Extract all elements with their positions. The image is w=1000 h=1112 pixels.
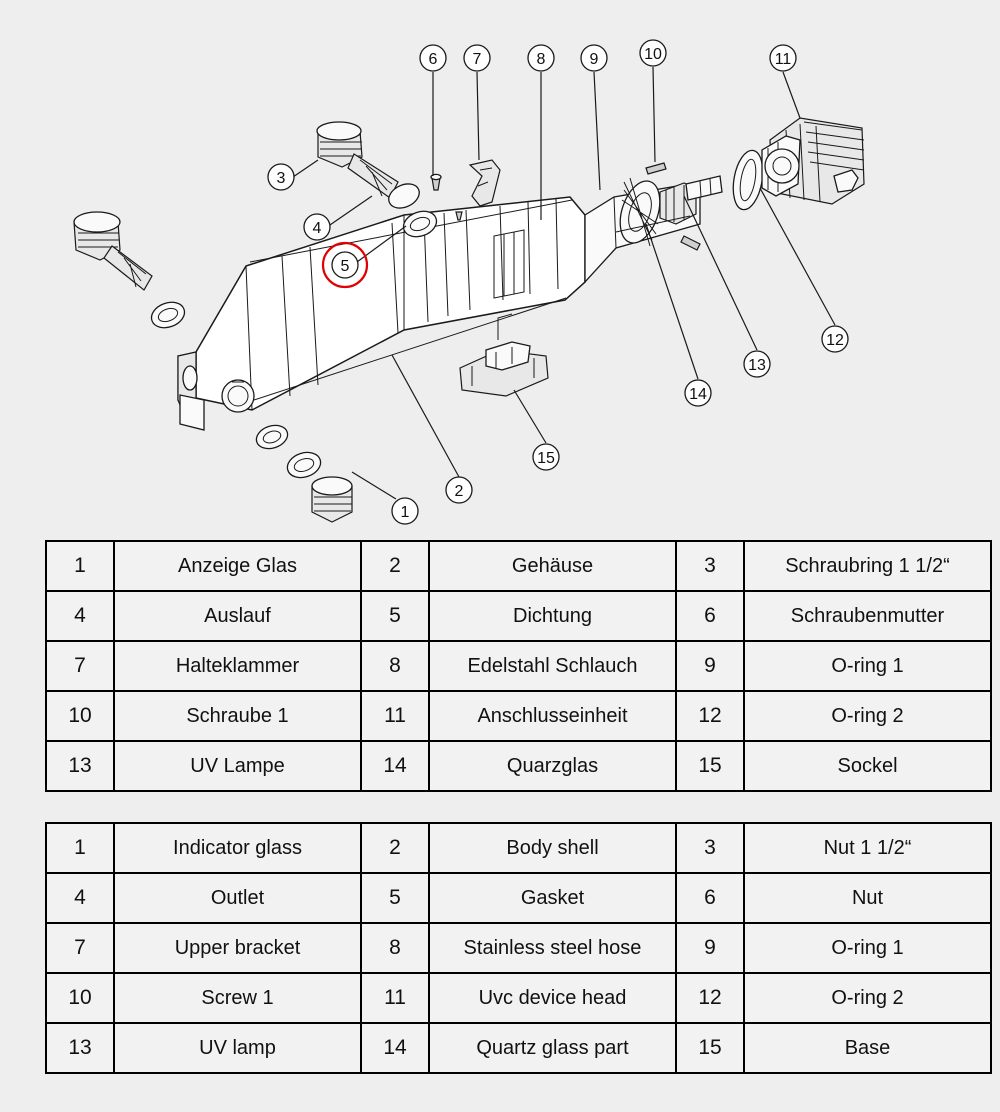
part-number: 4 xyxy=(46,591,114,641)
svg-text:15: 15 xyxy=(537,450,555,467)
part-number: 15 xyxy=(676,1023,744,1073)
part-label: Body shell xyxy=(429,823,676,873)
part-label: Schraubenmutter xyxy=(744,591,991,641)
part-label: Stainless steel hose xyxy=(429,923,676,973)
part-number: 1 xyxy=(46,823,114,873)
part-number: 11 xyxy=(361,691,429,741)
part-label: Anzeige Glas xyxy=(114,541,361,591)
part-number: 9 xyxy=(676,923,744,973)
part-label: Schraube 1 xyxy=(114,691,361,741)
svg-text:4: 4 xyxy=(312,220,322,237)
table-row xyxy=(46,691,991,741)
callout-7 xyxy=(464,45,490,71)
part-number: 14 xyxy=(361,1023,429,1073)
svg-text:1: 1 xyxy=(400,504,410,521)
svg-text:5: 5 xyxy=(340,258,350,275)
part-number: 10 xyxy=(46,973,114,1023)
part-label: Halteklammer xyxy=(114,641,361,691)
part-label: Schraubring 1 1/2“ xyxy=(744,541,991,591)
part-number: 7 xyxy=(46,641,114,691)
part-number: 3 xyxy=(676,541,744,591)
part-label: Quartz glass part xyxy=(429,1023,676,1073)
table-row xyxy=(46,973,991,1023)
part-label: Screw 1 xyxy=(114,973,361,1023)
part-label: O-ring 2 xyxy=(744,973,991,1023)
part-label: Sockel xyxy=(744,741,991,791)
part-label: Outlet xyxy=(114,873,361,923)
part-number: 15 xyxy=(676,741,744,791)
parts-table-english xyxy=(45,822,992,1074)
part-label: Upper bracket xyxy=(114,923,361,973)
svg-text:8: 8 xyxy=(536,51,546,68)
part-number: 2 xyxy=(361,541,429,591)
part-label: Gehäuse xyxy=(429,541,676,591)
part-label: UV Lampe xyxy=(114,741,361,791)
table-row xyxy=(46,741,991,791)
part-number: 9 xyxy=(676,641,744,691)
svg-text:13: 13 xyxy=(748,357,766,374)
part-number: 12 xyxy=(676,973,744,1023)
part-number: 5 xyxy=(361,591,429,641)
svg-text:10: 10 xyxy=(644,46,662,63)
part-label: Indicator glass xyxy=(114,823,361,873)
svg-text:2: 2 xyxy=(454,483,464,500)
callout-9 xyxy=(581,45,607,71)
exploded-diagram xyxy=(0,0,1000,530)
device-head-assembly xyxy=(729,118,864,212)
table-row xyxy=(46,823,991,873)
svg-text:3: 3 xyxy=(276,170,286,187)
part-number: 4 xyxy=(46,873,114,923)
part-number: 14 xyxy=(361,741,429,791)
part-number: 12 xyxy=(676,691,744,741)
part-label: O-ring 1 xyxy=(744,641,991,691)
part-label: O-ring 2 xyxy=(744,691,991,741)
base-part xyxy=(460,314,548,396)
part-label: Nut 1 1/2“ xyxy=(744,823,991,873)
right-head-assembly xyxy=(585,163,722,282)
part-number: 13 xyxy=(46,1023,114,1073)
part-label: O-ring 1 xyxy=(744,923,991,973)
part-number: 8 xyxy=(361,641,429,691)
part-number: 2 xyxy=(361,823,429,873)
part-number: 7 xyxy=(46,923,114,973)
svg-text:12: 12 xyxy=(826,332,844,349)
part-number: 13 xyxy=(46,741,114,791)
part-label: UV lamp xyxy=(114,1023,361,1073)
part-label: Edelstahl Schlauch xyxy=(429,641,676,691)
svg-text:9: 9 xyxy=(589,51,599,68)
part-label: Auslauf xyxy=(114,591,361,641)
part-label: Gasket xyxy=(429,873,676,923)
part-number: 1 xyxy=(46,541,114,591)
callout-6 xyxy=(420,45,446,71)
part-number: 8 xyxy=(361,923,429,973)
svg-text:7: 7 xyxy=(472,51,482,68)
callout-1 xyxy=(392,498,418,524)
callout-4 xyxy=(304,214,330,240)
svg-text:6: 6 xyxy=(428,51,438,68)
callout-11 xyxy=(770,45,796,71)
part-label: Dichtung xyxy=(429,591,676,641)
callout-2 xyxy=(446,477,472,503)
part-label: Base xyxy=(744,1023,991,1073)
parts-legend xyxy=(45,540,955,1074)
part-number: 6 xyxy=(676,591,744,641)
part-number: 3 xyxy=(676,823,744,873)
table-row xyxy=(46,1023,991,1073)
table-row xyxy=(46,923,991,973)
callout-10 xyxy=(640,40,666,66)
part-label: Uvc device head xyxy=(429,973,676,1023)
callout-14 xyxy=(685,380,711,406)
parts-table-german xyxy=(45,540,992,792)
callout-3 xyxy=(268,164,294,190)
part-label: Quarzglas xyxy=(429,741,676,791)
table-row xyxy=(46,591,991,641)
table-row xyxy=(46,541,991,591)
part-number: 6 xyxy=(676,873,744,923)
table-row xyxy=(46,873,991,923)
callout-13 xyxy=(744,351,770,377)
diagram-illustration xyxy=(0,0,1000,530)
callout-12 xyxy=(822,326,848,352)
svg-text:11: 11 xyxy=(774,51,792,68)
part-number: 10 xyxy=(46,691,114,741)
part-label: Nut xyxy=(744,873,991,923)
part-number: 11 xyxy=(361,973,429,1023)
part-number: 5 xyxy=(361,873,429,923)
table-row xyxy=(46,641,991,691)
callout-15 xyxy=(533,444,559,470)
part-label: Anschlusseinheit xyxy=(429,691,676,741)
callout-8 xyxy=(528,45,554,71)
svg-text:14: 14 xyxy=(689,386,707,403)
